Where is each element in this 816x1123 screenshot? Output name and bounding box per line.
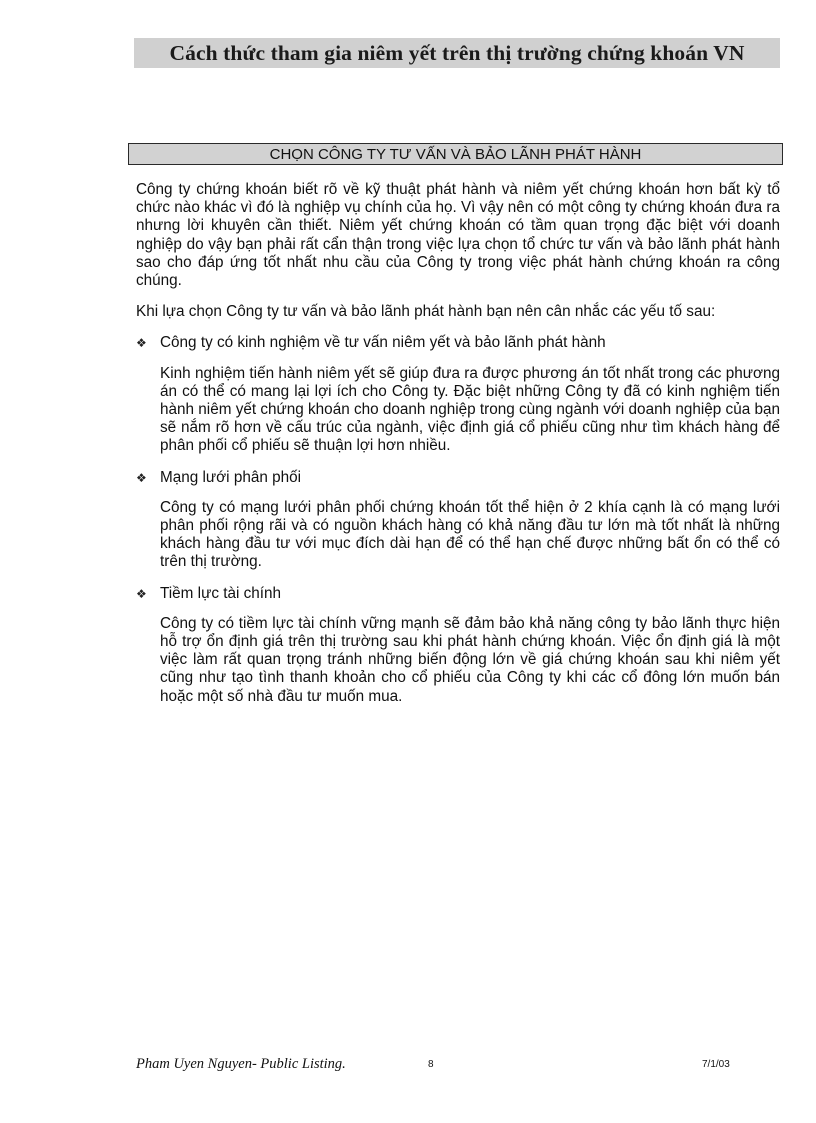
- diamond-bullet-icon: ❖: [136, 336, 147, 351]
- factor-bullet: [136, 334, 780, 352]
- section-heading: CHỌN CÔNG TY TƯ VẤN VÀ BẢO LÃNH PHÁT HÀNH: [269, 145, 642, 163]
- document-title: Cách thức tham gia niêm yết trên thị trường chứng khoán VN: [169, 40, 745, 65]
- factor-bullet: [136, 469, 780, 487]
- diamond-bullet-icon: ❖: [136, 470, 147, 485]
- page-footer: [0, 1056, 816, 1076]
- footer-date: 7/1/03: [702, 1059, 730, 1070]
- factor-body: Kinh nghiệm tiến hành niêm yết sẽ giúp đưa ra được phương án tốt nhất trong các phương án có thể có mang lại lợi ích cho Công ty. Đặc biệt những Công ty đã có kinh nghiệm tiến hành niêm yết chứng khoán cho doanh nghiệp trong cùng ngành với doanh nghiệp của bạn sẽ nắm rõ hơn về cấu trúc của ngành, việc định giá cổ phiếu cũng như tìm khách hàng để phân phối cổ phiếu sẽ thuận lợi hơn nhiều.: [160, 364, 780, 455]
- section-heading-box: [128, 143, 783, 165]
- title-banner: [134, 38, 780, 68]
- factor-heading: Công ty có kinh nghiệm về tư vấn niêm yết và bảo lãnh phát hành: [160, 334, 606, 352]
- document-body: [136, 181, 780, 719]
- intro-paragraph: Công ty chứng khoán biết rõ về kỹ thuật phát hành và niêm yết chứng khoán hơn bất kỳ tổ chức nào khác vì đó là nghiệp vụ chính của họ. Vì vậy nên có một công ty chứng khoán đưa ra nhưng lời khuyên cần thiết. Niêm yết chứng khoán có tầm quan trọng đặc biệt với doanh nghiệp do vậy bạn phải rất cẩn thận trong việc lựa chọn tổ chức tư vấn và bảo lãnh phát hành sao cho đáp ứng tốt nhất nhu cầu của Công ty trong việc phát hành chứng khoán ra công chúng.: [136, 181, 780, 290]
- factor-bullet: [136, 585, 780, 603]
- factor-heading: Tiềm lực tài chính: [160, 584, 282, 602]
- diamond-bullet-icon: ❖: [136, 586, 147, 601]
- factor-body: Công ty có tiềm lực tài chính vững mạnh sẽ đảm bảo khả năng công ty bảo lãnh thực hiện hỗ trợ ổn định giá trên thị trường sau khi phát hành chứng khoán. Việc ổn định giá là một việc làm rất quan trọng tránh những biến động lớn về giá chứng khoán sau khi niêm yết cũng như tạo tình thanh khoản cho cổ phiếu của Công ty khi các cổ đông lớn muốn bán hoặc một số nhà đầu tư muốn mua.: [160, 614, 780, 705]
- lead-in-paragraph: Khi lựa chọn Công ty tư vấn và bảo lãnh phát hành bạn nên cân nhắc các yếu tố sau:: [136, 303, 716, 321]
- footer-author: Pham Uyen Nguyen- Public Listing.: [136, 1056, 346, 1072]
- factor-body: Công ty có mạng lưới phân phối chứng khoán tốt thể hiện ở 2 khía cạnh là có mạng lưới phân phối rộng rãi và có nguồn khách hàng có khả năng đầu tư lớn mà tốt nhất là những khách hàng đầu tư với mục đích dài hạn để có thể hạn chế được những bất ổn có thể có trên thị trường.: [160, 498, 780, 571]
- factor-heading: Mạng lưới phân phối: [160, 468, 302, 486]
- page-number: 8: [428, 1059, 434, 1070]
